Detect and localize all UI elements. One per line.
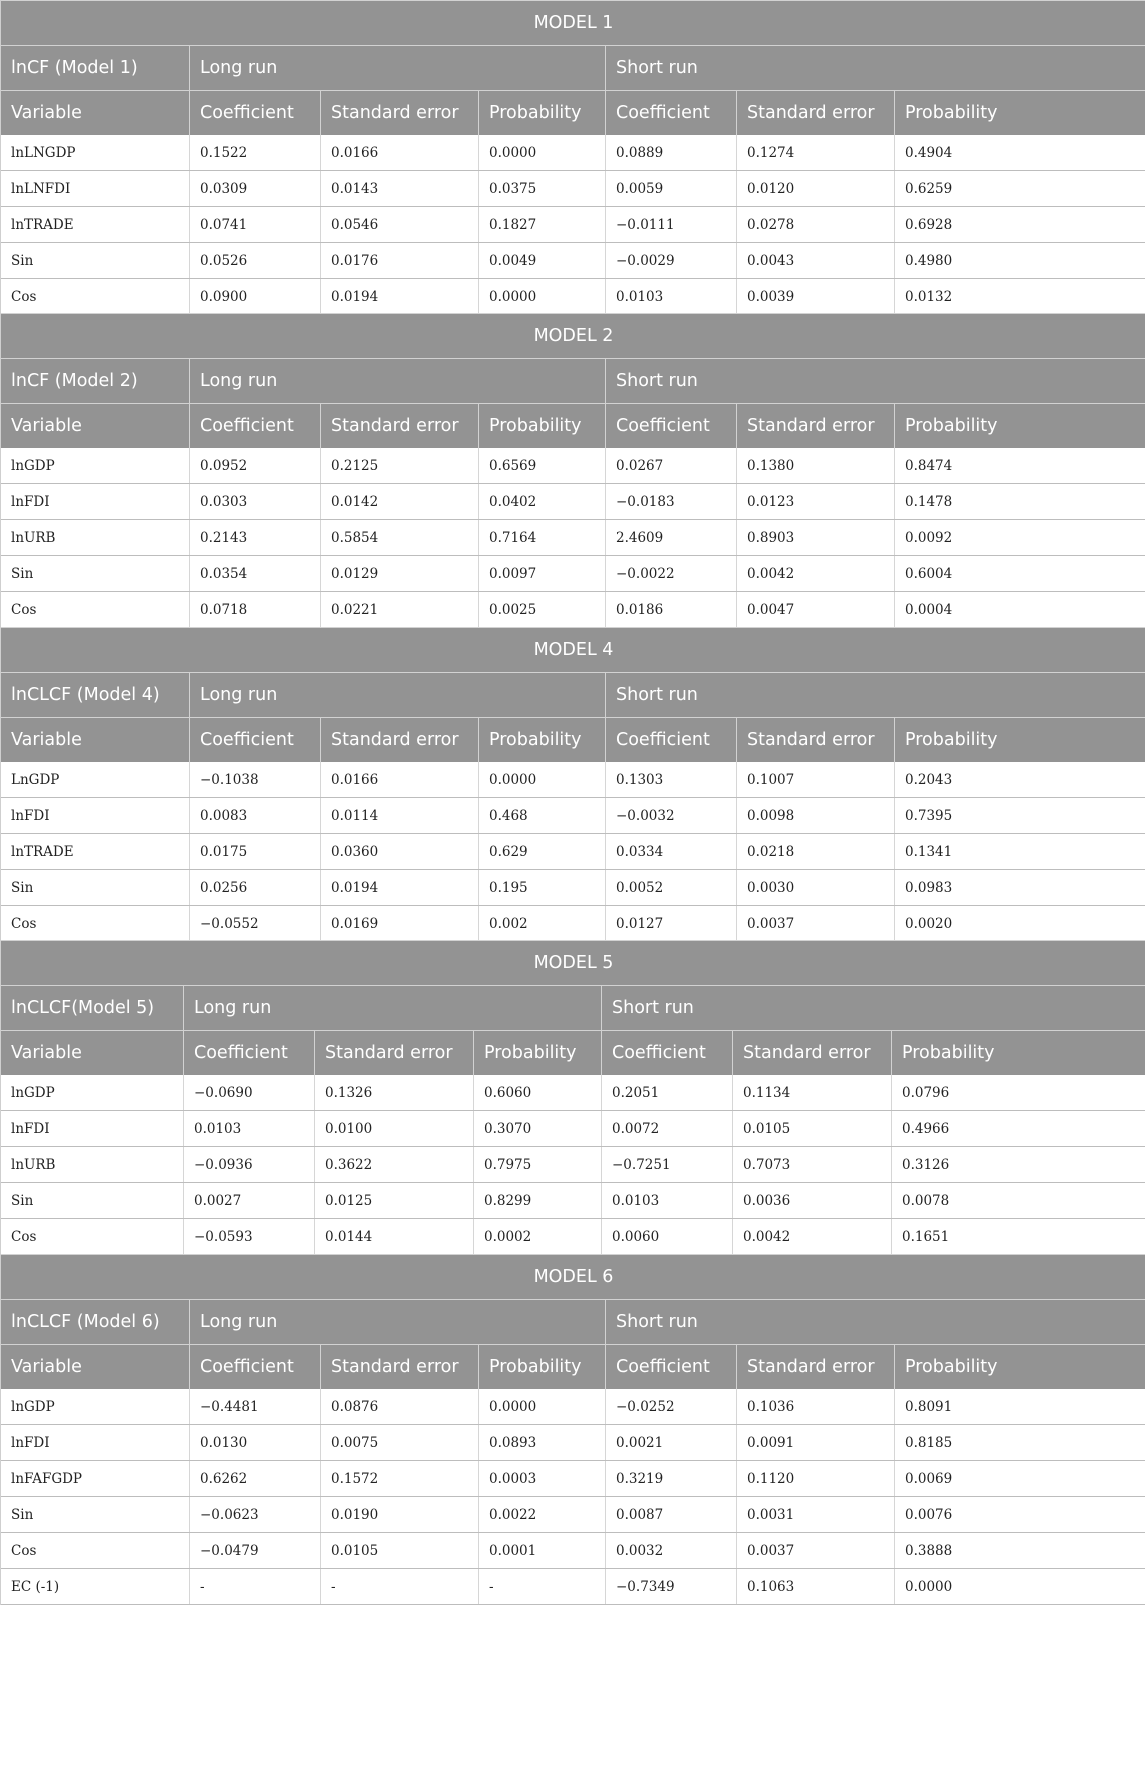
- column-header-row: [1, 717, 1145, 762]
- table-cell: 2.4609: [605, 520, 736, 555]
- variable-name: Cos: [11, 1542, 37, 1559]
- table-cell: 0.0027: [183, 1183, 314, 1218]
- table-cell: 0.6928: [894, 207, 1145, 242]
- table-row: [1, 448, 1145, 484]
- table-cell: 0.1120: [736, 1461, 894, 1496]
- variable-name: Cos: [11, 601, 37, 618]
- table-cell: 0.0087: [605, 1497, 736, 1532]
- column-header: Variable: [11, 103, 82, 123]
- table-cell: −0.7251: [601, 1147, 732, 1182]
- table-cell: 0.0072: [601, 1111, 732, 1146]
- table-cell: 0.6262: [189, 1461, 320, 1496]
- table-cell: 0.4980: [894, 243, 1145, 278]
- variable-name: lnURB: [11, 1156, 56, 1173]
- table-cell: 0.6259: [894, 171, 1145, 206]
- table-cell: 0.0796: [891, 1075, 1145, 1110]
- table-cell: 0.8091: [894, 1389, 1145, 1424]
- variable-name: lnLNFDI: [11, 180, 71, 197]
- table-cell: 0.0042: [736, 556, 894, 591]
- column-header-row: [1, 403, 1145, 448]
- table-cell: 0.0526: [189, 243, 320, 278]
- table-cell: 0.0000: [478, 762, 605, 797]
- table-cell: 0.2125: [320, 448, 478, 483]
- table-cell: 0.8903: [736, 520, 894, 555]
- table-cell: 0.7164: [478, 520, 605, 555]
- table-cell: 0.0043: [736, 243, 894, 278]
- table-cell: 0.195: [478, 870, 605, 905]
- short-run-header: Short run: [605, 1300, 1145, 1344]
- table-cell: 0.0105: [320, 1533, 478, 1568]
- column-header: Variable: [11, 1357, 82, 1377]
- column-header: Variable: [11, 416, 82, 436]
- table-cell: 0.6569: [478, 448, 605, 483]
- column-header: Standard error: [320, 718, 478, 762]
- model-title-row: [1, 313, 1145, 358]
- run-header-row: [1, 1299, 1145, 1344]
- dependent-variable-label: lnCF (Model 2): [11, 371, 138, 391]
- table-cell: 0.0103: [605, 279, 736, 314]
- table-cell: 0.0125: [314, 1183, 473, 1218]
- table-cell: 0.1478: [894, 484, 1145, 519]
- table-row: [1, 1111, 1145, 1147]
- table-cell: 0.0021: [605, 1425, 736, 1460]
- table-cell: 0.1522: [189, 135, 320, 170]
- table-cell: −0.0252: [605, 1389, 736, 1424]
- variable-name: lnFDI: [11, 1120, 50, 1137]
- table-cell: 0.6004: [894, 556, 1145, 591]
- table-cell: 0.7073: [732, 1147, 891, 1182]
- table-cell: 0.8299: [473, 1183, 601, 1218]
- variable-name: lnFDI: [11, 493, 50, 510]
- table-cell: 0.0176: [320, 243, 478, 278]
- table-cell: 0.1007: [736, 762, 894, 797]
- column-header: Standard error: [736, 91, 894, 135]
- table-cell: 0.0123: [736, 484, 894, 519]
- long-run-header: Long run: [183, 986, 601, 1030]
- table-cell: 0.0256: [189, 870, 320, 905]
- variable-name: Cos: [11, 1228, 37, 1245]
- column-header: Probability: [894, 1345, 1145, 1389]
- model-title-row: [1, 0, 1145, 45]
- table-cell: 0.0876: [320, 1389, 478, 1424]
- variable-name: lnTRADE: [11, 216, 74, 233]
- table-cell: 0.0032: [605, 1533, 736, 1568]
- table-cell: 0.0169: [320, 906, 478, 941]
- variable-name: LnGDP: [11, 771, 60, 788]
- column-header: Probability: [478, 404, 605, 448]
- model-block: [0, 940, 1145, 1291]
- table-cell: 0.0175: [189, 834, 320, 869]
- table-cell: 0.0127: [605, 906, 736, 941]
- column-header-row: [1, 1344, 1145, 1389]
- table-cell: −0.0032: [605, 798, 736, 833]
- table-cell: 0.7975: [473, 1147, 601, 1182]
- column-header: Coefficient: [183, 1031, 314, 1075]
- table-cell: 0.1303: [605, 762, 736, 797]
- table-cell: 0.0003: [478, 1461, 605, 1496]
- table-cell: 0.0103: [601, 1183, 732, 1218]
- table-row: [1, 207, 1145, 243]
- model-block: [0, 313, 1145, 664]
- table-cell: -: [478, 1569, 605, 1604]
- variable-name: Sin: [11, 1506, 34, 1523]
- table-cell: 0.0114: [320, 798, 478, 833]
- model-title: MODEL 4: [533, 640, 614, 660]
- table-cell: 0.0076: [894, 1497, 1145, 1532]
- column-header: Standard error: [320, 1345, 478, 1389]
- run-header-row: [1, 45, 1145, 90]
- column-header: Coefficient: [189, 91, 320, 135]
- table-cell: 0.002: [478, 906, 605, 941]
- table-cell: 0.0120: [736, 171, 894, 206]
- table-cell: 0.0100: [314, 1111, 473, 1146]
- variable-name: lnFDI: [11, 1434, 50, 1451]
- table-cell: 0.0030: [736, 870, 894, 905]
- model-title-row: [1, 627, 1145, 672]
- short-run-header: Short run: [605, 673, 1145, 717]
- table-cell: −0.0623: [189, 1497, 320, 1532]
- table-row: [1, 1147, 1145, 1183]
- table-cell: 0.629: [478, 834, 605, 869]
- column-header-row: [1, 90, 1145, 135]
- table-cell: 0.0000: [478, 1389, 605, 1424]
- table-cell: 0.0360: [320, 834, 478, 869]
- table-cell: 0.0078: [891, 1183, 1145, 1218]
- table-cell: 0.0075: [320, 1425, 478, 1460]
- table-row: [1, 1569, 1145, 1605]
- table-cell: 0.3219: [605, 1461, 736, 1496]
- table-cell: 0.0309: [189, 171, 320, 206]
- column-header: Probability: [478, 91, 605, 135]
- variable-name: lnFAFGDP: [11, 1470, 83, 1487]
- table-cell: 0.0097: [478, 556, 605, 591]
- column-header: Probability: [894, 404, 1145, 448]
- table-cell: 0.0166: [320, 135, 478, 170]
- dependent-variable-label: lnCLCF (Model 4): [11, 685, 160, 705]
- table-cell: 0.0166: [320, 762, 478, 797]
- table-row: [1, 798, 1145, 834]
- column-header: Standard error: [732, 1031, 891, 1075]
- table-cell: −0.0479: [189, 1533, 320, 1568]
- table-row: [1, 1425, 1145, 1461]
- model-title: MODEL 2: [533, 326, 614, 346]
- variable-name: lnLNGDP: [11, 144, 76, 161]
- dependent-variable-label: lnCLCF (Model 6): [11, 1312, 160, 1332]
- run-header-row: [1, 985, 1145, 1030]
- table-cell: 0.5854: [320, 520, 478, 555]
- table-cell: 0.1274: [736, 135, 894, 170]
- table-cell: 0.7395: [894, 798, 1145, 833]
- table-cell: −0.0552: [189, 906, 320, 941]
- table-row: [1, 1183, 1145, 1219]
- table-cell: 0.0143: [320, 171, 478, 206]
- table-cell: 0.2143: [189, 520, 320, 555]
- model-title-row: [1, 940, 1145, 985]
- table-cell: 0.2051: [601, 1075, 732, 1110]
- table-cell: 0.0092: [894, 520, 1145, 555]
- table-cell: 0.0103: [183, 1111, 314, 1146]
- column-header: Standard error: [320, 91, 478, 135]
- table-cell: −0.1038: [189, 762, 320, 797]
- model-block: [0, 1254, 1145, 1605]
- long-run-header: Long run: [189, 1300, 605, 1344]
- variable-name: Sin: [11, 252, 34, 269]
- table-cell: 0.0741: [189, 207, 320, 242]
- table-cell: 0.0303: [189, 484, 320, 519]
- table-cell: 0.0130: [189, 1425, 320, 1460]
- table-cell: 0.0069: [894, 1461, 1145, 1496]
- model-block: [0, 627, 1145, 978]
- table-cell: 0.0083: [189, 798, 320, 833]
- short-run-header: Short run: [601, 986, 1145, 1030]
- table-cell: −0.0690: [183, 1075, 314, 1110]
- table-row: [1, 520, 1145, 556]
- variable-name: lnFDI: [11, 807, 50, 824]
- short-run-header: Short run: [605, 46, 1145, 90]
- column-header: Standard error: [736, 1345, 894, 1389]
- table-cell: 0.0031: [736, 1497, 894, 1532]
- table-cell: 0.0022: [478, 1497, 605, 1532]
- table-cell: 0.0889: [605, 135, 736, 170]
- column-header: Variable: [11, 730, 82, 750]
- variable-name: Sin: [11, 565, 34, 582]
- column-header: Probability: [894, 718, 1145, 762]
- table-cell: 0.0267: [605, 448, 736, 483]
- column-header: Probability: [894, 91, 1145, 135]
- table-cell: 0.6060: [473, 1075, 601, 1110]
- table-cell: 0.8474: [894, 448, 1145, 483]
- table-cell: 0.0001: [478, 1533, 605, 1568]
- variable-name: lnGDP: [11, 1084, 55, 1101]
- variable-name: Cos: [11, 915, 37, 932]
- column-header: Coefficient: [189, 1345, 320, 1389]
- column-header: Probability: [478, 718, 605, 762]
- table-row: [1, 279, 1145, 315]
- table-cell: 0.0718: [189, 592, 320, 627]
- table-cell: 0.1134: [732, 1075, 891, 1110]
- table-cell: 0.0186: [605, 592, 736, 627]
- table-row: [1, 1389, 1145, 1425]
- table-cell: 0.0000: [478, 279, 605, 314]
- table-cell: 0.0025: [478, 592, 605, 627]
- table-row: [1, 1461, 1145, 1497]
- table-cell: 0.0142: [320, 484, 478, 519]
- table-row: [1, 556, 1145, 592]
- table-cell: 0.0546: [320, 207, 478, 242]
- dependent-variable-label: lnCF (Model 1): [11, 58, 138, 78]
- column-header: Coefficient: [605, 404, 736, 448]
- table-cell: 0.0037: [736, 906, 894, 941]
- model-title: MODEL 6: [533, 1267, 614, 1287]
- variable-name: lnTRADE: [11, 843, 74, 860]
- table-cell: 0.0000: [894, 1569, 1145, 1604]
- table-cell: 0.1326: [314, 1075, 473, 1110]
- column-header: Probability: [891, 1031, 1145, 1075]
- table-cell: 0.3126: [891, 1147, 1145, 1182]
- table-cell: −0.4481: [189, 1389, 320, 1424]
- table-cell: 0.0952: [189, 448, 320, 483]
- long-run-header: Long run: [189, 46, 605, 90]
- table-cell: 0.0098: [736, 798, 894, 833]
- variable-name: EC (-1): [11, 1578, 60, 1595]
- run-header-row: [1, 672, 1145, 717]
- model-title: MODEL 1: [533, 13, 614, 33]
- table-cell: 0.4904: [894, 135, 1145, 170]
- table-cell: 0.0105: [732, 1111, 891, 1146]
- table-row: [1, 243, 1145, 279]
- model-title-row: [1, 1254, 1145, 1299]
- table-row: [1, 1075, 1145, 1111]
- table-cell: 0.0278: [736, 207, 894, 242]
- run-header-row: [1, 358, 1145, 403]
- column-header: Coefficient: [605, 718, 736, 762]
- table-row: [1, 1219, 1145, 1255]
- table-cell: −0.0936: [183, 1147, 314, 1182]
- table-cell: 0.3888: [894, 1533, 1145, 1568]
- table-cell: 0.1380: [736, 448, 894, 483]
- table-cell: 0.0004: [894, 592, 1145, 627]
- model-block: [0, 0, 1145, 351]
- table-cell: 0.0375: [478, 171, 605, 206]
- table-cell: 0.0354: [189, 556, 320, 591]
- table-cell: 0.468: [478, 798, 605, 833]
- table-cell: -: [189, 1569, 320, 1604]
- variable-name: lnGDP: [11, 457, 55, 474]
- table-cell: 0.3070: [473, 1111, 601, 1146]
- short-run-header: Short run: [605, 359, 1145, 403]
- column-header: Variable: [11, 1043, 82, 1063]
- table-cell: 0.0039: [736, 279, 894, 314]
- table-row: [1, 135, 1145, 171]
- table-cell: 0.0091: [736, 1425, 894, 1460]
- table-row: [1, 171, 1145, 207]
- table-cell: 0.4966: [891, 1111, 1145, 1146]
- table-cell: 0.0129: [320, 556, 478, 591]
- table-cell: 0.3622: [314, 1147, 473, 1182]
- table-cell: 0.0060: [601, 1219, 732, 1254]
- table-row: [1, 484, 1145, 520]
- table-cell: 0.1572: [320, 1461, 478, 1496]
- table-cell: 0.0893: [478, 1425, 605, 1460]
- table-cell: −0.0111: [605, 207, 736, 242]
- variable-name: lnURB: [11, 529, 56, 546]
- variable-name: Sin: [11, 1192, 34, 1209]
- table-cell: 0.0194: [320, 279, 478, 314]
- column-header: Coefficient: [605, 1345, 736, 1389]
- model-title: MODEL 5: [533, 953, 614, 973]
- table-cell: 0.0132: [894, 279, 1145, 314]
- variable-name: lnGDP: [11, 1398, 55, 1415]
- table-cell: −0.7349: [605, 1569, 736, 1604]
- column-header: Standard error: [736, 404, 894, 448]
- table-cell: 0.1341: [894, 834, 1145, 869]
- table-cell: 0.0402: [478, 484, 605, 519]
- table-row: [1, 1533, 1145, 1569]
- table-cell: −0.0183: [605, 484, 736, 519]
- table-cell: 0.0334: [605, 834, 736, 869]
- table-cell: 0.0052: [605, 870, 736, 905]
- long-run-header: Long run: [189, 673, 605, 717]
- table-cell: 0.0047: [736, 592, 894, 627]
- column-header: Probability: [473, 1031, 601, 1075]
- table-cell: 0.0049: [478, 243, 605, 278]
- table-cell: 0.0020: [894, 906, 1145, 941]
- table-cell: 0.2043: [894, 762, 1145, 797]
- column-header-row: [1, 1030, 1145, 1075]
- table-row: [1, 870, 1145, 906]
- table-cell: -: [320, 1569, 478, 1604]
- table-cell: 0.0000: [478, 135, 605, 170]
- table-cell: 0.0190: [320, 1497, 478, 1532]
- dependent-variable-label: lnCLCF(Model 5): [11, 998, 155, 1018]
- variable-name: Sin: [11, 879, 34, 896]
- variable-name: Cos: [11, 288, 37, 305]
- table-cell: 0.0059: [605, 171, 736, 206]
- table-row: [1, 834, 1145, 870]
- table-row: [1, 1497, 1145, 1533]
- table-cell: −0.0593: [183, 1219, 314, 1254]
- column-header: Probability: [478, 1345, 605, 1389]
- column-header: Standard error: [314, 1031, 473, 1075]
- table-cell: 0.0037: [736, 1533, 894, 1568]
- table-cell: 0.1651: [891, 1219, 1145, 1254]
- column-header: Coefficient: [601, 1031, 732, 1075]
- table-cell: 0.0036: [732, 1183, 891, 1218]
- table-cell: 0.0144: [314, 1219, 473, 1254]
- table-cell: 0.0221: [320, 592, 478, 627]
- table-cell: 0.0218: [736, 834, 894, 869]
- table-cell: 0.0194: [320, 870, 478, 905]
- column-header: Standard error: [736, 718, 894, 762]
- table-cell: −0.0022: [605, 556, 736, 591]
- table-cell: −0.0029: [605, 243, 736, 278]
- table-cell: 0.1063: [736, 1569, 894, 1604]
- column-header: Coefficient: [605, 91, 736, 135]
- column-header: Coefficient: [189, 718, 320, 762]
- table-cell: 0.0042: [732, 1219, 891, 1254]
- table-row: [1, 592, 1145, 628]
- table-row: [1, 906, 1145, 942]
- table-row: [1, 762, 1145, 798]
- column-header: Coefficient: [189, 404, 320, 448]
- table-cell: 0.8185: [894, 1425, 1145, 1460]
- table-cell: 0.1036: [736, 1389, 894, 1424]
- table-cell: 0.0983: [894, 870, 1145, 905]
- table-cell: 0.1827: [478, 207, 605, 242]
- table-cell: 0.0900: [189, 279, 320, 314]
- table-cell: 0.0002: [473, 1219, 601, 1254]
- column-header: Standard error: [320, 404, 478, 448]
- long-run-header: Long run: [189, 359, 605, 403]
